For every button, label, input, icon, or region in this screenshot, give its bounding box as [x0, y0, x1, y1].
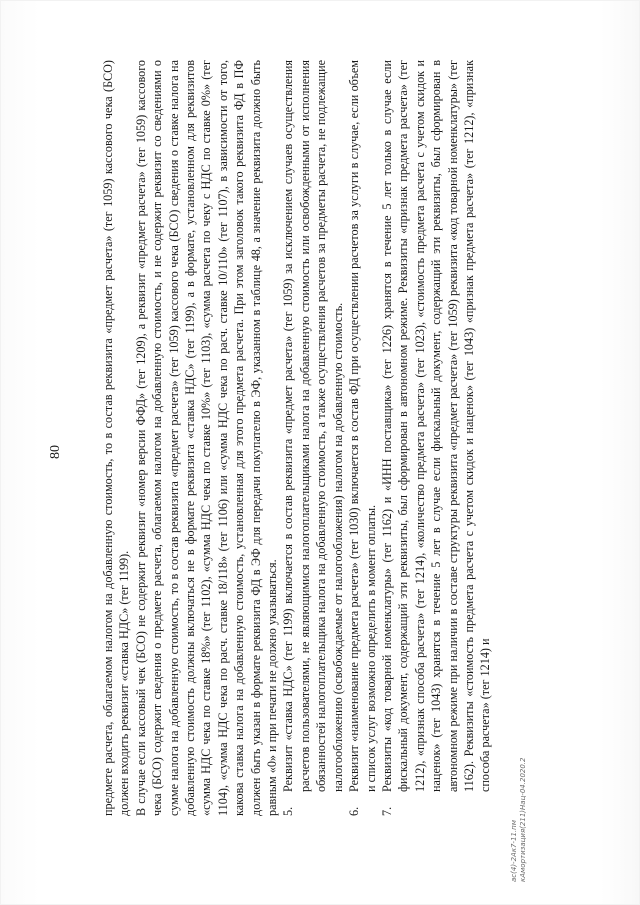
page-number: 80: [48, 445, 63, 459]
intro-paragraph-1: предмете расчета, облагаемом налогом на добавленную стоимость, то в состав реквизита «предмет расчета» (тег 1059) кассового чека (БСО) должен входить реквизит «ставка НДС» (тег 1199).: [101, 60, 132, 816]
document-body: [100, 60, 494, 816]
list-item-number: 6.: [347, 806, 362, 816]
list-item-text: Реквизиты «код товарной номенклатуры» (тег 1162) и «ИНН поставщика» (тег 1226) хранятся в течение 5 лет только в случае если фискальный документ, содержащий эти реквизиты, был сформирован в автономном режиме. Реквизиты «признак предмета расчета» (тег 1212), «признак способа расчета» (тег 1214), «количество предмета расчета» (тег 1023), «стоимость предмета расчета с учетом скидок и наценок» (тег 1043) хранятся в течение 5 лет в случае если фискальный документ, содержащий эти реквизиты, был сформирован в автономном режиме при наличии в составе структуры реквизита «предмет расчета» (тег 1059) реквизита «код товарной номенклатуры» (тег 1162). Реквизиты «стоимость предмета расчета с учетом скидок и наценок» (тег 1043) «признак предмета расчета» (тег 1212), «признак способа расчета» (тег 1214) и: [379, 60, 493, 792]
margin-stamp-line-2: кАмортизация(211)Нац-04.2020.2: [519, 757, 527, 882]
list-item: [346, 60, 379, 816]
margin-stamp-line-1: ас(4)-2Ак7-11.пм: [510, 819, 518, 882]
list-item: [379, 60, 494, 816]
rotated-document-page: [40, 52, 600, 882]
margin-stamp: [510, 662, 528, 882]
list-item-text: Реквизит «ставка НДС» (тег 1199) включается в состав реквизита «предмет расчета» (тег 1059) за исключением случаев осуществления расчетов пользователями, не являющимися налогоплательщиками налога на добавленную стоимость или освобожденными от исполнения обязанностей налогоплательщика налога на добавленную стоимость, а также осуществления расчетов за предметы расчета, не подлежащие налогообложению (освобождаемые от налогообложения) налогом на добавленную стоимость.: [281, 60, 345, 792]
list-item-text: Реквизит «наименование предмета расчета» (тег 1030) включается в состав ФД при осуществлении расчетов за услуги в случае, если объем и список услуг возможно определить в момент оплаты.: [347, 60, 378, 792]
intro-paragraph-2: В случае если кассовый чек (БСО) не содержит реквизит «номер версии ФФД» (тег 1209), а реквизит «предмет расчета» (тег 1059) кассового чека (БСО) содержит сведения о предмете расчета, облагаемом налогом на добавленную стоимость, и не содержит реквизит со сведениями о сумме налога на добавленную стоимость, то в состав реквизита «предмет расчета» (тег 1059) кассового чека (БСО) сведения о ставке налога на добавленную стоимость должны включаться не в формате реквизита «ставка НДС» (тег 1199), а в формате, установленном для реквизитов «сумма НДС чека по ставке 18%» (тег 1102), «сумма НДС чека по ставке 10%» (тег 1103), «сумма расчета по чеку с НДС по ставке 0%» (тег 1104), «сумма НДС чека по расч. ставке 18/118» (тег 1106) или «сумма НДС чека по расч. ставке 10/110» (тег 1107), в зависимости от того, какова ставка налога на добавленную стоимость, установленная для этого предмета расчета. При этом заголовок такого реквизита ФД в ПФ должен быть указан в формате реквизита ФД в ЭФ для передачи покупателю в ЭФ, указанном в таблице 48, а значение реквизита должно быть равным «0» и при печати не должно указываться.: [133, 60, 280, 816]
list-item: [280, 60, 346, 816]
list-item-number: 5.: [281, 806, 296, 816]
list-item-number: 7.: [379, 806, 394, 816]
